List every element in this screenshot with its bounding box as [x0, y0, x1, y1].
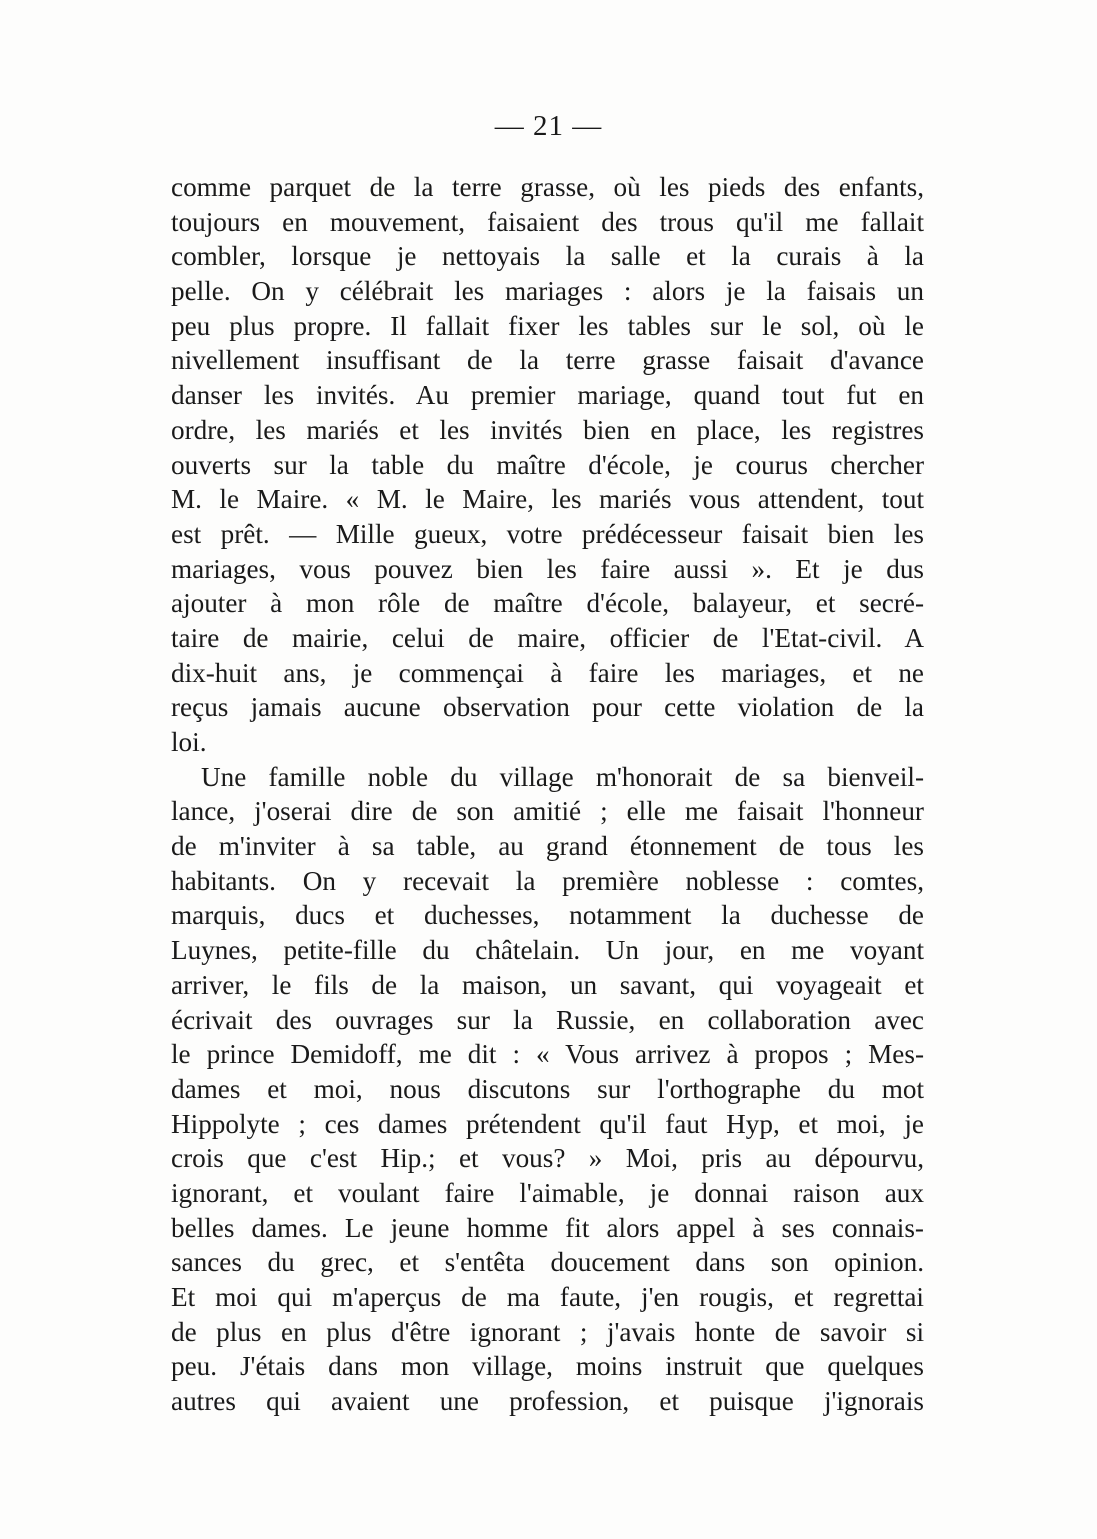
text-line: belles dames. Le jeune homme fit alors appel à ses connais- — [171, 1212, 924, 1243]
text-line: est prêt. — Mille gueux, votre prédécesseur faisait bien les — [171, 518, 924, 549]
text-line: ouverts sur la table du maître d'école, je courus chercher — [171, 449, 924, 480]
text-line: autres qui avaient une profession, et puisque j'ignorais — [171, 1386, 924, 1417]
text-line: taire de mairie, celui de maire, officier de l'Etat-civil. A — [171, 622, 924, 653]
text-line: comme parquet de la terre grasse, où les pieds des enfants, — [171, 172, 924, 202]
text-line: habitants. On y recevait la première noblesse : comtes, — [171, 865, 924, 896]
text-line: combler, lorsque je nettoyais la salle et la curais à la — [171, 241, 924, 272]
text-line: toujours en mouvement, faisaient des trous qu'il me fallait — [171, 206, 924, 237]
body-text — [171, 170, 924, 1419]
text-line: écrivait des ouvrages sur la Russie, en collaboration avec — [171, 1004, 924, 1035]
text-line: crois que c'est Hip.; et vous? » Moi, pris au dépourvu, — [171, 1143, 924, 1174]
page-number: — 21 — — [494, 110, 603, 142]
text-line: de m'inviter à sa table, au grand étonnement de tous les — [171, 831, 924, 862]
text-line: pelle. On y célébrait les mariages : alors je la faisais un — [171, 276, 924, 307]
text-line: danser les invités. Au premier mariage, quand tout fut en — [171, 380, 924, 411]
text-line: le prince Demidoff, me dit : « Vous arrivez à propos ; Mes- — [171, 1039, 924, 1070]
text-line: peu. J'étais dans mon village, moins instruit que quelques — [171, 1351, 924, 1382]
text-line: lance, j'oserai dire de son amitié ; elle me faisait l'honneur — [171, 796, 924, 827]
text-line: Luynes, petite-fille du châtelain. Un jour, en me voyant — [171, 935, 924, 966]
text-line: de plus en plus d'être ignorant ; j'avais honte de savoir si — [171, 1316, 924, 1347]
paragraph-start-line: Une famille noble du village m'honorait de sa bienveil- — [201, 761, 924, 792]
text-line: peu plus propre. Il fallait fixer les tables sur le sol, où le — [171, 310, 924, 341]
text-line: mariages, vous pouvez bien les faire aussi ». Et je dus — [171, 553, 924, 584]
text-line: Et moi qui m'aperçus de ma faute, j'en rougis, et regrettai — [171, 1282, 924, 1312]
text-line: dix-huit ans, je commençai à faire les mariages, et ne — [171, 657, 924, 688]
text-line: loi. — [171, 727, 207, 757]
text-line: M. le Maire. « M. le Maire, les mariés vous attendent, tout — [171, 484, 924, 515]
text-line: arriver, le fils de la maison, un savant, qui voyageait et — [171, 969, 924, 1000]
text-line: ajouter à mon rôle de maître d'école, balayeur, et secré- — [171, 588, 924, 619]
text-line: reçus jamais aucune observation pour cette violation de la — [171, 692, 924, 723]
text-line: ordre, les mariés et les invités bien en place, les registres — [171, 414, 924, 445]
text-line: ignorant, et voulant faire l'aimable, je donnai raison aux — [171, 1177, 924, 1208]
text-line: Hippolyte ; ces dames prétendent qu'il faut Hyp, et moi, je — [171, 1108, 924, 1139]
text-line: nivellement insuffisant de la terre grasse faisait d'avance — [171, 345, 924, 376]
text-line: sances du grec, et s'entêta doucement dans son opinion. — [171, 1247, 924, 1278]
text-line: dames et moi, nous discutons sur l'orthographe du mot — [171, 1073, 924, 1104]
text-line: marquis, ducs et duchesses, notamment la duchesse de — [171, 900, 924, 931]
